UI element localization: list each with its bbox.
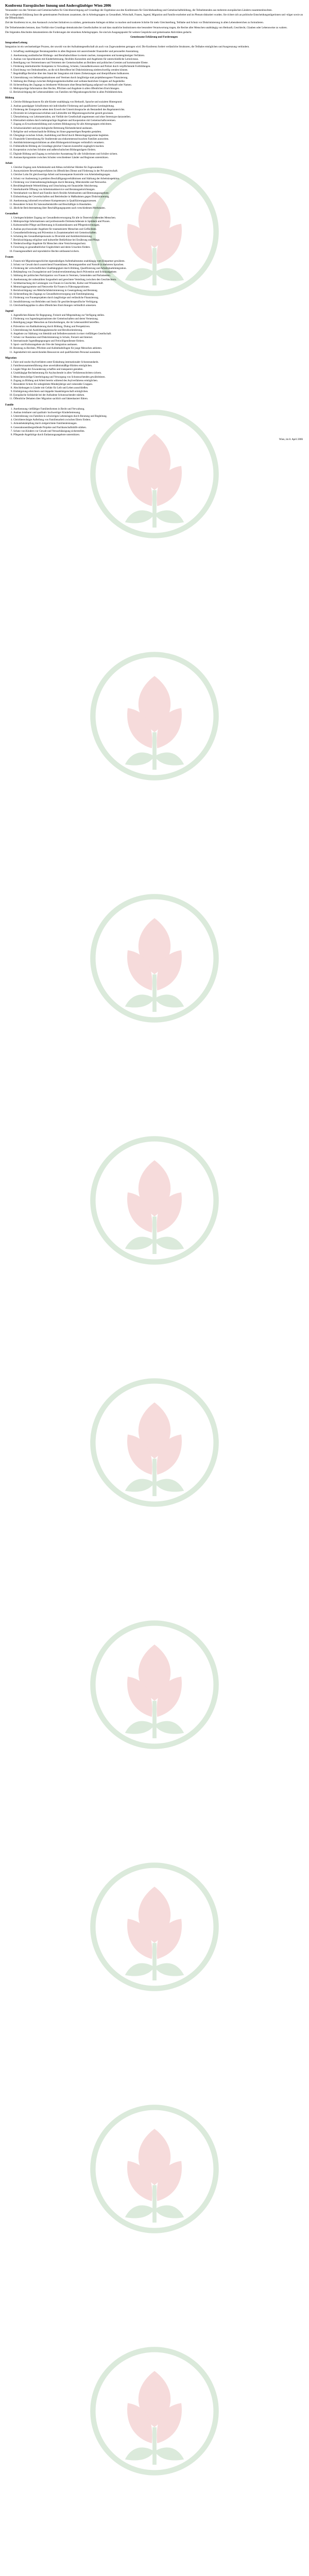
list-item: 9. Einbeziehung der Gewerkschaften und Betriebsräte in Maßnahmen gegen Diskriminierung. [13,195,303,198]
intro-paragraph: Die Teilnehmenden betonen, dass Vielfalt eine Grundlage demokratischer Gesellschaften ist und dass staatliche Institutionen eine besondere Verantwortung tragen, die Rechte aller Menschen unabhängig von Herkunft, Geschlecht, Glauben oder Lebensweise zu wahren. [5,26,288,29]
list-item: 7. Interkulturelle Öffnung von Arbeitsmarktservice und Beratungseinrichtungen. [13,188,303,191]
section-title: Gesundheit [5,212,18,215]
list-item: 2. Anerkennung ausländischer Bildungs- und Berufsabschlüsse in einem raschen, transparenten und kostengünstigen Verfahren. [13,54,303,57]
list-item: 2. Familienzusammenführung ohne unverhältnismäßige Hürden ermöglichen. [13,364,303,367]
list-item: 12. Sensibilisierung von Behörden und Justiz für geschlechtsspezifische Verfolgung. [13,300,303,303]
list-item: 1. Jugendlichen Räume für Begegnung, Freizeit und Mitgestaltung zur Verfügung stellen. [13,314,303,317]
list-item: 7. Regelmäßige Berichte über den Stand der Integration mit klaren Zielsetzungen und überprüfbaren Indikatoren. [13,72,303,75]
numbered-list [5,100,303,159]
numbered-list [5,260,303,307]
section [5,403,303,436]
watermark-emblem [88,891,221,1025]
section-title: Familie [5,403,14,406]
list-item: 5. Förderung interkultureller Kompetenz in Verwaltung, Schulen, Gesundheitswesen und Polizei durch verpflichtende Fortbildungen. [13,65,303,68]
list-item: 9. Berücksichtigung von Mehrfachdiskriminierung in Gesetzgebung und Beratung. [13,289,303,292]
list-item: 10. Sicherstellung des Zugangs zu Gesundheitsversorgung und Familienplanung. [13,293,303,296]
list-item: 1. Uneingeschränkter Zugang zur Gesundheitsversorgung für alle in Österreich lebenden Menschen. [13,216,303,219]
section-title: Migration [5,356,17,360]
list-item: 8. Vereinbarkeit von Beruf und Familie durch flexible Arbeitszeiten und Betreuungsangebote. [13,192,303,195]
list-item: 7. Besonderer Schutz für unbegleitete Minderjährige und vulnerable Gruppen. [13,383,303,386]
list-item: 8. Pflegende Angehörige durch Entlastungsangebote unterstützen. [13,433,303,436]
list-item: 4. Prävention von Radikalisierung durch Bildung, Dialog und Perspektiven. [13,325,303,328]
list-item: 11. Finanzielle Unterstützung für Studierende aus einkommensschwachen Familien ausweiten. [13,138,303,141]
list-item: 10. Frauengesundheit und reproduktive Rechte umfassend sichern. [13,250,303,253]
list-item: 8. Unterstützung von Selbstorganisationen und Vereinen durch langfristige statt projektbezogener Finanzierung. [13,76,303,79]
list-item: 5. Überarbeitung von Lehrmaterialien, um Vielfalt der Gesellschaft angemessen und ohne Stereotype darzustellen. [13,115,303,118]
watermark-emblem [88,649,221,783]
list-item: 3. Ausbau von Sprachkursen mit Kinderbetreuung, flexiblen Kurszeiten und Angeboten für unterschiedliche Lernniveaus. [13,58,303,61]
document-title: Konferenz Europäischer Innung und Andersgläubiger Wien 2006 [5,3,111,8]
list-item: 5. Menschenwürdige Unterbringung und Versorgung von Schutzsuchenden gewährleisten. [13,376,303,379]
list-item: 4. Beteiligung von Vertreterinnen und Vertretern der Gemeinschaften an Beiräten und politischen Gremien auf kommunaler Ebene. [13,61,303,64]
list-item: 9. Stärkung des Dialogs zwischen Religionsgemeinschaften und weltanschaulichen Gruppen auf Augenhöhe. [13,80,303,83]
footer-signature: Wien, im 8. April 2006 [279,438,303,442]
list-item: 4. Ausbau psychosozialer Angebote für traumatisierte Menschen und Geflüchtete. [13,228,303,231]
section [5,357,303,401]
watermark-emblem [88,2344,221,2478]
list-item: 3. Gleicher Lohn für gleichwertige Arbeit und konsequente Kontrolle von Arbeitsbedingungen. [13,173,303,176]
list-item: 4. Schutz vor Ausbeutung in prekären Beschäftigungsverhältnissen und Stärkung der Arbeitsinspektion. [13,177,303,180]
list-item: 3. Legale Wege der Zuwanderung schaffen und transparent gestalten. [13,368,303,371]
list-item: 1. Gleiche Bildungschancen für alle Kinder unabhängig von Herkunft, Sprache und sozialem Hintergrund. [13,100,303,104]
section-title: Integration/Leitung [5,41,28,45]
intro-block [5,9,303,34]
watermark-emblem [88,1376,221,1510]
list-item: 6. Einrichtung von Ombudsstellen, an die sich Betroffene bei Diskriminierung niederschwellig wenden können. [13,69,303,72]
watermark-emblem [88,1133,221,1267]
list-item: 1. Faire und rasche Asylverfahren unter Einhaltung internationaler Schutzstandards. [13,361,303,364]
numbered-list [5,361,303,401]
list-item: 1. Frauen mit Migrationsgeschichte eigenständigen Aufenthaltsstatus unabhängig vom Ehepartner gewähren. [13,260,303,263]
list-item: 10. Anerkennung informell erworbener Kompetenzen in Qualifizierungsprozessen. [13,199,303,202]
list-item: 5. Förderung von Unternehmensgründungen durch Beratung, Mikrokredite und Netzwerke. [13,181,303,184]
list-item: 8. Abschiebungen in Länder mit Gefahr für Leib und Leben ausschließen. [13,386,303,389]
section [5,310,303,354]
list-item: 6. Elternarbeit stärken durch mehrsprachige Angebote und Kooperation mit Gemeinschaftsvereinen. [13,119,303,122]
list-item: 14. Kooperation zwischen Schulen und außerschulischen Bildungsträgern fördern. [13,148,303,151]
list-item: 6. Generationenübergreifende Projekte und Nachbarschaftshilfe stärken. [13,426,303,429]
list-item: 2. Ausbau leistbarer und qualitativ hochwertiger Kinderbetreuung. [13,411,303,414]
list-item: 13. Frühkindliche Bildung als Grundlage gleicher Chancen kostenfrei zugänglich machen. [13,145,303,148]
list-item: 2. Mehrsprachige Informationen und professionelle Dolmetschdienste in Spitälern und Praxen. [13,220,303,223]
list-item: 9. Religiöse und weltanschauliche Bildung im Sinne gegenseitigen Respekts gestalten. [13,130,303,133]
list-item: 10. Übergänge zwischen Schule, Ausbildung und Beruf durch Mentoringprogramme begleiten. [13,134,303,137]
section-title: Frauen [5,255,13,259]
section-title: Arbeit [5,161,13,165]
list-item: 2. Anonymisierte Bewerbungsverfahren im öffentlichen Dienst und Förderung in der Privatwirtschaft. [13,170,303,173]
list-item: 8. Schulsozialarbeit und psychologische Betreuung flächendeckend ausbauen. [13,127,303,130]
list-item: 11. Mehrsprachige Information über Rechte, Pflichten und Angebote in allen öffentlichen Einrichtungen. [13,87,303,90]
list-item: 6. Berufsbegleitende Weiterbildung und Umschulung mit finanzieller Absicherung. [13,184,303,188]
list-item: 4. Bekämpfung von Zwangsheirat und Genitalverstümmelung durch Prävention und Schutzangebote. [13,270,303,274]
intro-paragraph: Ziel der Konferenz ist es, den Austausch zwischen Initiativen zu stärken, gemeinsame Anliegen sichtbar zu machen und konkrete Schritte für mehr Gleichstellung, Teilhabe und Schutz vor Diskriminierung in allen Lebensbereichen zu formulieren. [5,21,264,25]
list-item: 2. Ausbau ganztägiger Schulformen mit individueller Förderung und qualifizierter Lernbegleitung. [13,105,303,108]
list-item: 4. Unabhängige Rechtsberatung für Asylsuchende in allen Verfahrensschritten sichern. [13,371,303,375]
numbered-list [5,166,303,210]
list-item: 16. Austauschprogramme zwischen Schulen verschiedener Länder und Regionen unterstützen. [13,156,303,159]
section [5,256,303,307]
list-item: 12. Berücksichtigung der Lebensrealitäten von Familien mit Migrationsgeschichte in allen Politikbereichen. [13,91,303,94]
list-item: 6. Zugang zu Bildung und Arbeit bereits während des Asylverfahrens ermöglichen. [13,379,303,382]
list-item: 13. Gleichstellungspläne in allen öffentlichen Einrichtungen verbindlich umsetzen. [13,304,303,307]
list-item: 4. Diversität im Lehrpersonal erhöhen und Lehrkräfte mit Migrationsgeschichte gezielt gewinnen. [13,112,303,115]
list-item: 8. Mentoringprogramme und Netzwerke für Frauen in Führungspositionen. [13,285,303,289]
list-item: 9. Forschung zu gesundheitlicher Ungleichheit und deren Ursachen fördern. [13,246,303,249]
numbered-list [5,314,303,354]
list-item: 3. Förderung der wirtschaftlichen Unabhängigkeit durch Bildung, Qualifizierung und Arbeitsmarktintegration. [13,267,303,270]
list-item: 3. Unterstützung von Familien in schwierigen Lebenslagen durch Beratung und Begleitung. [13,415,303,418]
list-item: 6. Schulung des Gesundheitspersonals zu Diversität und Antidiskriminierung. [13,235,303,238]
list-item: 6. Angebote zur Stärkung von Identität und Selbstbewusstsein in einer vielfältigen Gesellschaft. [13,332,303,335]
list-item: 5. Gesundheitsförderung und Prävention in Zusammenarbeit mit Gemeinschaften. [13,231,303,234]
document-content [0,0,309,442]
list-item: 6. Anerkennung der unbezahlten Sorgearbeit und gerechtere Verteilung zwischen den Geschlechtern. [13,278,303,281]
list-item: 11. Förderung von Frauenprojekten durch langfristige und verlässliche Finanzierung. [13,296,303,299]
list-item: 1. Schaffung unabhängiger Beratungsstellen in allen Regionen mit ausreichender finanzieller und personeller Ausstattung. [13,50,303,53]
list-item: 3. Kultursensible Pflege und Betreuung in Krankenhäusern und Pflegeeinrichtungen. [13,224,303,227]
list-item: 11. Öffentliche Debatten über Migration sachlich und faktenbasiert führen. [13,397,303,400]
list-item: 5. Stärkung der politischen Partizipation von Frauen in Vereinen, Gemeinden und Parlamenten. [13,274,303,277]
list-item: 7. Zugang zu Erwachsenenbildung und zweitem Bildungsweg für alle Altersgruppen erleichtern. [13,123,303,126]
section [5,41,303,94]
list-item: 5. Unterstützung bei Ausbildungsplatzsuche und Berufsorientierung. [13,329,303,332]
list-item: 11. Jugendarbeit mit ausreichenden Ressourcen und qualifiziertem Personal ausstatten. [13,351,303,354]
section-title: Bildung [5,96,14,100]
list-item: 9. Einbürgerung erleichtern und doppelte Staatsbürgerschaft ermöglichen. [13,390,303,393]
list-item: 7. Schutz vor Rassismus und Diskriminierung in Schule, Freizeit und Internet. [13,336,303,339]
list-item: 2. Förderung von Jugendorganisationen der Gemeinschaften und deren Vernetzung. [13,317,303,320]
list-item: 10. Europäische Solidarität bei der Aufnahme Schutzsuchender stärken. [13,394,303,397]
list-item: 1. Gleicher Zugang zum Arbeitsmarkt und Abbau rechtlicher Hürden für Zugewanderte. [13,166,303,169]
list-item: 12. Antidiskriminierungsrichtlinien an allen Bildungseinrichtungen verbindlich verankern. [13,141,303,144]
list-item: 15. Digitale Bildung und Zugang zu technischer Ausstattung für alle Schülerinnen und Schüler sichern. [13,152,303,156]
list-item: 3. Beteiligung junger Menschen an Entscheidungen, die ihr Lebensumfeld betreffen. [13,321,303,324]
list-item: 9. Sport- und Kulturangebote als Orte der Integration ausbauen. [13,343,303,346]
watermark-emblem [88,1618,221,1752]
declaration-heading: Gemeinsame Erklärung und Forderungen [130,35,178,39]
section [5,96,303,159]
numbered-list [5,408,303,436]
list-item: 7. Sichtbarmachung der Leistungen von Frauen in Geschichte, Kultur und Wissenschaft. [13,282,303,285]
list-item: 2. Schutz vor Gewalt durch ausreichend Frauenhäuser, Beratungsstellen und Notrufe in mehreren Sprachen. [13,263,303,266]
list-item: 7. Schutz von Kindern vor Gewalt und Vernachlässigung sicherstellen. [13,430,303,433]
list-item: 7. Berücksichtigung religiöser und kultureller Bedürfnisse bei Ernährung und Pflege. [13,239,303,242]
list-item: 12. Jährliche Berichterstattung über Beschäftigungsquoten nach verschiedenen Merkmalen. [13,207,303,210]
watermark-emblem [88,2102,221,2236]
section-paragraph: Integration ist ein wechselseitiger Prozess, der sowohl von der Aufnahmegesellschaft als auch von Zugewanderten getragen wird. Die Konferenz fordert verlässliche Strukturen, die Teilhabe ermöglichen und Ausgrenzung verhindern. [5,45,250,49]
sections-container [5,41,303,436]
list-item: 1. Anerkennung vielfältiger Familienformen in Recht und Verwaltung. [13,408,303,411]
intro-paragraph: Die vorliegende Erklärung fasst die gemeinsamen Positionen zusammen, die in Arbeitsgruppen zu Gesundheit, Wirtschaft, Frauen, Jugend, Migration und Familie erarbeitet und im Plenum diskutiert wurden. Sie richtet sich an politische Entscheidungsträgerinnen und -träger sowie an die Öffentlichkeit. [5,13,303,20]
list-item: 8. Internationale Jugendbegegnungen und Freiwilligendienste fördern. [13,340,303,343]
list-item: 11. Besonderer Schutz für Saisonarbeitskräfte und Beschäftigte in Haushalten. [13,203,303,206]
list-item: 10. Beratung zu Rechten, Pflichten und Aufenthaltsfragen für junge Menschen anbieten. [13,347,303,350]
watermark-emblem [88,1860,221,1994]
list-item: 3. Förderung der Erstsprache neben dem Erwerb der Unterrichtssprache als Bestandteil des Regelunterrichts. [13,108,303,111]
intro-paragraph: Veranstaltet von den Vereinen und Gemeinschaften für Gleichberechtigung auf Grundlage der Ergebnisse aus den Konferenzen für Gleichbehandlung und Gemeinschaftsbildung, die Teilnehmenden aus mehreren europäischen Ländern zusammenbrachten. [5,9,272,12]
section-title: Jugend [5,309,13,313]
list-item: 10. Sicherstellung des Zugangs zu leistbarem Wohnraum ohne Benachteiligung aufgrund von Herkunft oder Namen. [13,83,303,87]
intro-paragraph: Die folgenden Abschnitte dokumentieren die Forderungen der einzelnen Arbeitsgruppen. Sie sind als Ausgangspunkt für weitere Gespräche und gemeinsame Aktivitäten gedacht. [5,30,192,34]
section [5,162,303,210]
list-item: 8. Niederschwellige Angebote für Menschen ohne Versicherungsschutz. [13,242,303,245]
numbered-list [5,50,303,94]
section [5,212,303,253]
list-item: 4. Gleichberechtigte Aufteilung von Familienarbeit zwischen Eltern fördern. [13,418,303,421]
numbered-list [5,216,303,253]
list-item: 5. Armutsbekämpfung durch zielgerichtete Familienleistungen. [13,422,303,425]
